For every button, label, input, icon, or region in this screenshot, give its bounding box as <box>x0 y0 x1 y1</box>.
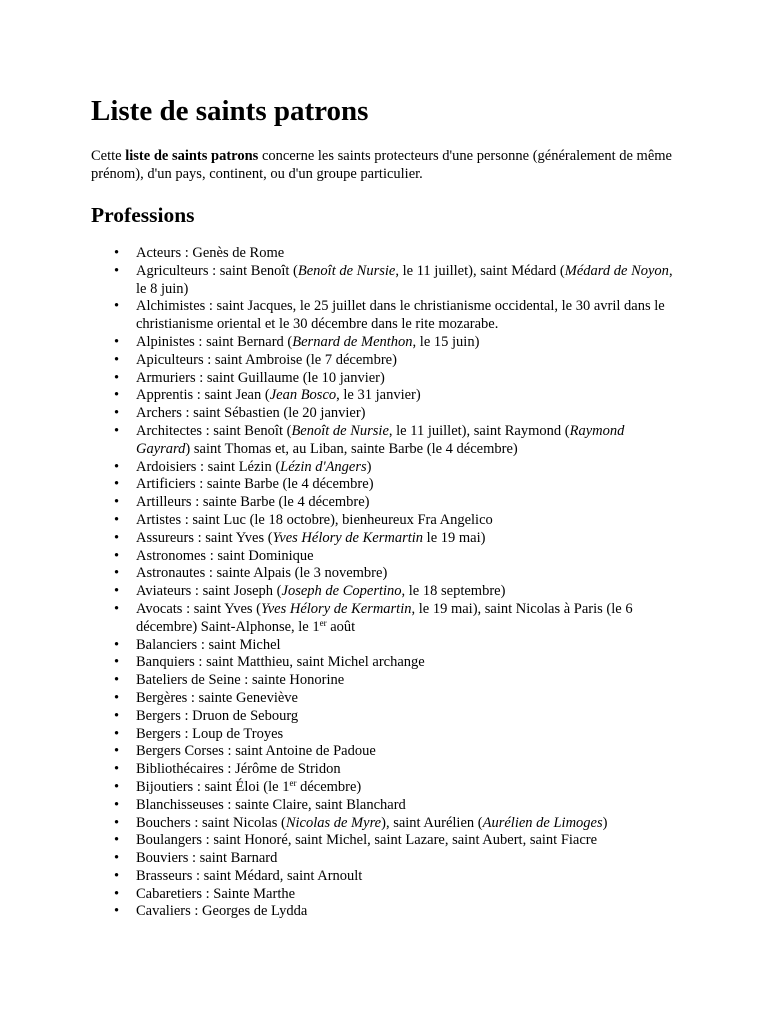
list-item <box>136 334 681 352</box>
text-run: Ardoisiers : saint Lézin ( <box>136 458 281 475</box>
text-run: Alpinistes : saint Bernard ( <box>136 333 293 350</box>
text-run: , le 19 mai), saint Nicolas à Paris (le 6 décembre) Saint-Alphonse, le 1 <box>136 600 633 635</box>
text-run: , le 8 juin) <box>136 262 673 297</box>
text-run: Boulangers : saint Honoré, saint Michel, saint Lazare, saint Aubert, saint Fiacre <box>136 832 598 849</box>
list-item <box>136 405 681 423</box>
list-item <box>136 298 681 334</box>
italic-text: Lézin d'Angers <box>280 458 367 475</box>
text-run: Cette <box>91 148 126 164</box>
list-item <box>136 583 681 601</box>
text-run: Agriculteurs : saint Benoît ( <box>136 262 298 279</box>
list-item <box>136 245 681 263</box>
text-run: Astronomes : saint Dominique <box>136 547 314 564</box>
text-run: concerne les saints protecteurs d'une personne (généralement de même prénom), d'un pays, continent, ou d'un groupe particulier. <box>91 148 672 182</box>
text-run: ) saint Thomas et, au Liban, sainte Barbe (le 4 décembre) <box>185 440 518 457</box>
list-item <box>136 476 681 494</box>
list-item <box>136 512 681 530</box>
text-run: , le 15 juin) <box>412 333 480 350</box>
list-item <box>136 743 681 761</box>
text-run: , le 11 juillet), saint Raymond ( <box>388 422 570 439</box>
text-run: Acteurs : Genès de Rome <box>136 245 285 261</box>
italic-text: Médard de Noyon <box>564 262 669 279</box>
text-run: Bergères : sainte Geneviève <box>136 689 298 706</box>
list-item <box>136 637 681 655</box>
page-title: Liste de saints patrons <box>91 95 369 127</box>
text-run: le 19 mai) <box>423 529 486 546</box>
text-run: Avocats : saint Yves ( <box>136 600 261 617</box>
list-item <box>136 459 681 477</box>
text-run: Bibliothécaires : Jérôme de Stridon <box>136 761 341 778</box>
text-run: décembre) <box>296 778 362 795</box>
text-run: ) <box>366 458 372 475</box>
text-run: Armuriers : saint Guillaume (le 10 janvier) <box>136 369 385 386</box>
text-run: ) <box>602 814 608 831</box>
superscript-text: er <box>319 617 327 628</box>
list-item <box>136 530 681 548</box>
list-item <box>136 815 681 833</box>
text-run: Astronautes : sainte Alpais (le 3 novembre) <box>136 565 388 582</box>
italic-text: Bernard de Menthon <box>292 333 413 350</box>
italic-text: Benoît de Nursie <box>297 262 396 279</box>
text-run: août <box>326 618 356 635</box>
italic-text: Joseph de Copertino <box>281 583 402 600</box>
list-item <box>136 797 681 815</box>
list-item <box>136 263 681 299</box>
text-run: Bergers : Druon de Sebourg <box>136 707 299 724</box>
superscript-text: er <box>289 777 297 788</box>
list-item <box>136 601 681 637</box>
list-item <box>136 690 681 708</box>
text-run: Cabaretiers : Sainte Marthe <box>136 885 296 902</box>
list-item <box>136 548 681 566</box>
text-run: Assureurs : saint Yves ( <box>136 529 273 546</box>
text-run: Artilleurs : sainte Barbe (le 4 décembre) <box>136 494 370 511</box>
text-run: Bateliers de Seine : sainte Honorine <box>136 672 345 689</box>
text-run: Bergers : Loup de Troyes <box>136 725 284 742</box>
text-run: Archers : saint Sébastien (le 20 janvier) <box>136 405 366 422</box>
text-run: Alchimistes : saint Jacques, le 25 juillet dans le christianisme occidental, le 30 avril dans le christianisme oriental et le 30 décembre dans le rite mozarabe. <box>136 298 665 333</box>
text-run: Balanciers : saint Michel <box>136 636 281 653</box>
list-item <box>136 387 681 405</box>
text-run: Brasseurs : saint Médard, saint Arnoult <box>136 867 363 884</box>
list-item <box>136 654 681 672</box>
list-item <box>136 779 681 797</box>
text-run: Aviateurs : saint Joseph ( <box>136 583 282 600</box>
intro-paragraph <box>91 148 676 184</box>
list-item <box>136 850 681 868</box>
text-run: Artistes : saint Luc (le 18 octobre), bienheureux Fra Angelico <box>136 511 493 528</box>
italic-text: Yves Hélory de Kermartin <box>261 600 412 617</box>
patron-saints-list <box>91 245 681 921</box>
text-run: Banquiers : saint Matthieu, saint Michel archange <box>136 654 425 671</box>
italic-text: Jean Bosco <box>269 387 337 404</box>
text-run: Bergers Corses : saint Antoine de Padoue <box>136 743 376 760</box>
list-item <box>136 726 681 744</box>
list-item <box>136 868 681 886</box>
text-run: Bouchers : saint Nicolas ( <box>136 814 286 831</box>
text-run: , le 31 janvier) <box>336 387 421 404</box>
text-run: Apprentis : saint Jean ( <box>136 387 270 404</box>
text-run: , le 11 juillet), saint Médard ( <box>395 262 565 279</box>
text-run: Bijoutiers : saint Éloi (le 1 <box>136 778 290 795</box>
text-run: Architectes : saint Benoît ( <box>136 422 292 439</box>
list-item <box>136 494 681 512</box>
list-item <box>136 370 681 388</box>
italic-text: Aurélien de Limoges <box>482 814 603 831</box>
italic-text: Yves Hélory de Kermartin <box>272 529 424 546</box>
list-item <box>136 832 681 850</box>
italic-text: Nicolas de Myre <box>285 814 382 831</box>
text-run: Blanchisseuses : sainte Claire, saint Blanchard <box>136 796 406 813</box>
text-run: Bouviers : saint Barnard <box>136 850 278 867</box>
list-item <box>136 423 681 459</box>
section-heading-professions: Professions <box>91 203 195 227</box>
text-run: Artificiers : sainte Barbe (le 4 décembre) <box>136 476 374 493</box>
italic-text: Benoît de Nursie <box>291 422 389 439</box>
italic-text: Raymond Gayrard <box>136 422 625 457</box>
list-item <box>136 352 681 370</box>
bold-text: liste de saints patrons <box>125 148 259 164</box>
text-run: Apiculteurs : saint Ambroise (le 7 décembre) <box>136 351 397 368</box>
text-run: Cavaliers : Georges de Lydda <box>136 903 308 920</box>
list-item <box>136 886 681 904</box>
text-run: , le 18 septembre) <box>401 583 506 600</box>
list-item <box>136 708 681 726</box>
list-item <box>136 761 681 779</box>
list-item <box>136 672 681 690</box>
text-run: ), saint Aurélien ( <box>381 814 483 831</box>
list-item <box>136 903 681 921</box>
list-item <box>136 565 681 583</box>
